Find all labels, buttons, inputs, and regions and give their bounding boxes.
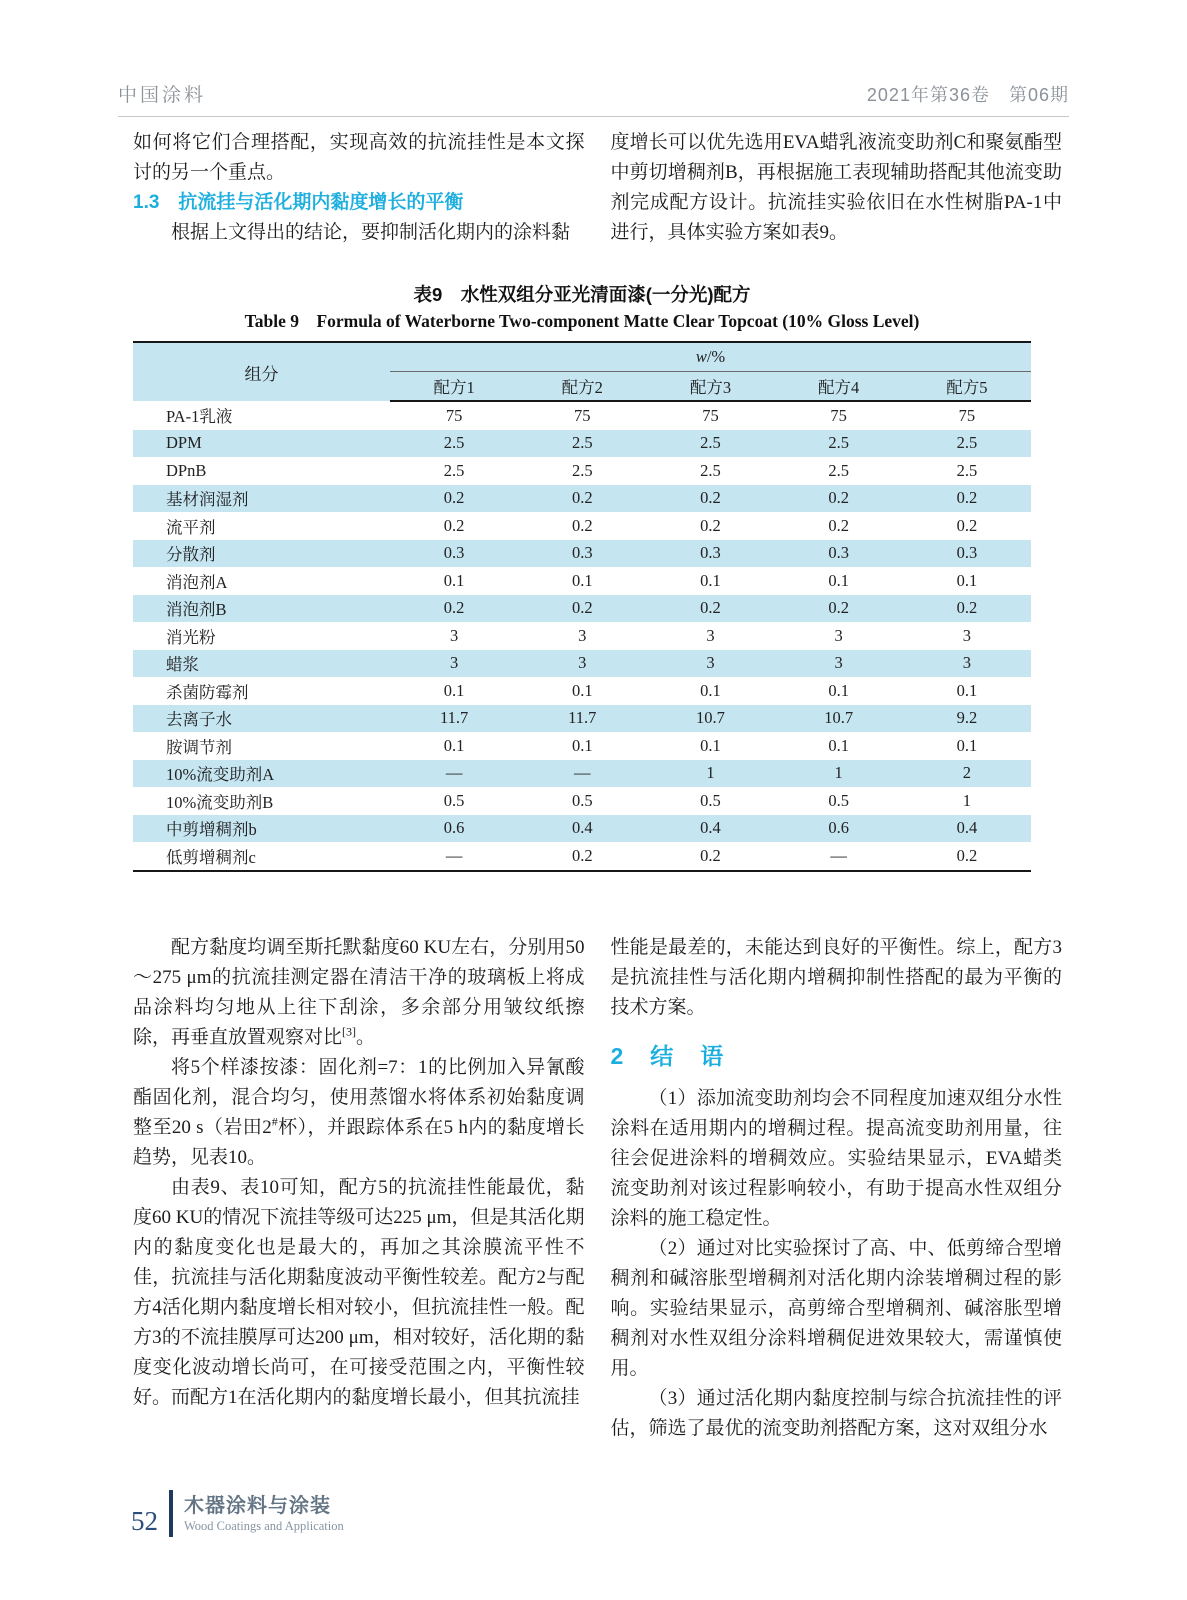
paragraph-text: 配方黏度均调至斯托默黏度60 KU左右，分别用50～275 μm的抗流挂测定器在清洁干净的玻璃板上将成品涂料均匀地从上往下刮涂，多余部分用皱纹纸擦除，再垂直放置观察对比 xyxy=(133,937,585,1048)
formula-value: 75 xyxy=(574,405,591,425)
paragraph: （1）添加流变助剂均会不同程度加速双组分水性涂料在适用期内的增稠过程。提高流变助剂用量，往往会促进涂料的增稠效应。实验结果显示，EVA蜡类流变助剂对该过程影响较小，有助于提高水性双组分涂料的施工稳定性。 xyxy=(610,1088,1062,1229)
formula-column-header: 配方4 xyxy=(775,372,903,402)
formula-value: 0.1 xyxy=(571,735,593,755)
formula-column-header: 配方3 xyxy=(646,372,774,402)
formula-value: 10.7 xyxy=(824,708,854,728)
formula-value: 0.2 xyxy=(443,598,465,618)
page-footer xyxy=(131,1490,344,1537)
formula-value: 0.1 xyxy=(828,680,849,700)
table-row xyxy=(133,760,1031,788)
formula-value: 0.6 xyxy=(828,818,849,838)
component-name: 10%流变助剂B xyxy=(166,792,274,812)
formula-value: — xyxy=(830,845,847,865)
formula-value: 0.3 xyxy=(443,543,465,563)
unit-rest: /% xyxy=(706,347,726,366)
formula-value: 0.6 xyxy=(443,818,465,838)
formula-column-header: 配方5 xyxy=(903,372,1031,402)
formula-value: 0.2 xyxy=(700,488,721,508)
formula-value: 0.1 xyxy=(700,570,721,590)
table-row xyxy=(133,512,1031,540)
formula-value: 0.1 xyxy=(700,735,721,755)
component-name: 消光粉 xyxy=(166,627,216,647)
formula-value: 75 xyxy=(830,405,847,425)
formula-value: 2.5 xyxy=(571,433,593,453)
footer-section-titles xyxy=(184,1494,344,1534)
formula-value: 0.2 xyxy=(828,488,849,508)
paragraph xyxy=(133,933,585,1053)
formula-column-header: 配方2 xyxy=(518,372,646,402)
intro-right-column xyxy=(611,128,1063,248)
formula-value: 0.1 xyxy=(571,570,593,590)
formula-value: 3 xyxy=(706,625,715,645)
formula-value: 0.2 xyxy=(443,488,465,508)
formula-value: 0.1 xyxy=(828,735,849,755)
body-left-column xyxy=(133,933,585,1444)
formula-value: 3 xyxy=(962,653,971,673)
table-header-row xyxy=(133,342,1031,372)
paragraph: 度增长可以优先选用EVA蜡乳液流变助剂C和聚氨酯型中剪切增稠剂B，再根据施工表现辅助搭配其他流变助剂完成配方设计。抗流挂实验依旧在水性树脂PA-1中进行，具体实验方案如表9。 xyxy=(610,132,1062,243)
component-name: 杀菌防霉剂 xyxy=(166,682,249,702)
formula-value: 0.4 xyxy=(571,818,593,838)
formula-value: 0.2 xyxy=(700,845,721,865)
formula-table-body xyxy=(133,401,1031,871)
formula-value: 0.1 xyxy=(443,570,465,590)
running-head xyxy=(118,80,1069,117)
formula-value: 0.1 xyxy=(956,570,978,590)
table-row xyxy=(133,457,1031,485)
formula-value: 1 xyxy=(706,763,715,783)
formula-value: 0.1 xyxy=(443,680,465,700)
component-name: 流平剂 xyxy=(166,517,216,537)
formula-value: 0.3 xyxy=(700,543,721,563)
formula-value: 0.1 xyxy=(956,735,978,755)
formula-value: 75 xyxy=(958,405,976,425)
formula-value: 0.4 xyxy=(956,818,978,838)
unit-variable: w xyxy=(695,347,707,366)
formula-value: 3 xyxy=(578,653,587,673)
table-caption-cn: 表9 水性双组分亚光清面漆(一分光)配方 xyxy=(413,284,751,305)
component-name: 胺调节剂 xyxy=(166,737,232,757)
formula-value: 3 xyxy=(962,625,971,645)
formula-value: 11.7 xyxy=(439,708,469,728)
table-row xyxy=(133,815,1031,843)
table-row xyxy=(133,732,1031,760)
formula-value: 75 xyxy=(445,405,463,425)
paragraph-text: 。 xyxy=(356,1027,376,1048)
formula-value: 0.5 xyxy=(828,790,849,810)
footer-title-cn: 木器涂料与涂装 xyxy=(184,1494,331,1517)
intro-left-column xyxy=(133,128,585,248)
component-column-header: 组分 xyxy=(244,364,279,384)
formula-value: 0.3 xyxy=(956,543,978,563)
table-row xyxy=(133,705,1031,733)
table-caption-en: Table 9 Formula of Waterborne Two-component Matte Clear Topcoat (10% Gloss Level) xyxy=(244,311,920,331)
paragraph: （2）通过对比实验探讨了高、中、低剪缔合型增稠剂和碱溶胀型增稠剂对活化期内涂装增稠过程的影响。实验结果显示，高剪缔合型增稠剂、碱溶胀型增稠剂对水性双组分涂料增稠促进效果较大，需谨慎使用。 xyxy=(610,1238,1062,1379)
page-number: 52 xyxy=(131,1506,158,1536)
formula-value: — xyxy=(445,763,463,783)
formula-value: 3 xyxy=(834,653,843,673)
body-right-column xyxy=(611,933,1063,1444)
formula-value: 3 xyxy=(834,625,843,645)
paragraph: 性能是最差的，未能达到良好的平衡性。综上，配方3是抗流挂性与活化期内增稠抑制性搭配的最为平衡的技术方案。 xyxy=(610,937,1062,1018)
component-name: 中剪增稠剂b xyxy=(166,820,257,840)
formula-column-header: 配方1 xyxy=(390,372,518,402)
footer-divider-bar xyxy=(169,1490,173,1537)
formula-table-head xyxy=(133,342,1031,401)
table-row xyxy=(133,842,1031,871)
formula-value: 2.5 xyxy=(828,460,849,480)
formula-value: — xyxy=(445,845,463,865)
section-heading-1-3: 1.3 抗流挂与活化期内黏度增长的平衡 xyxy=(133,192,464,213)
formula-value: 0.2 xyxy=(956,598,978,618)
paragraph: 根据上文得出的结论，要抑制活化期内的涂料黏 xyxy=(171,222,571,243)
formula-value: 0.1 xyxy=(443,735,465,755)
formula-value: 2.5 xyxy=(956,433,978,453)
table-row xyxy=(133,595,1031,623)
table-row xyxy=(133,650,1031,678)
formula-value: 2.5 xyxy=(828,433,849,453)
component-name: 基材润湿剂 xyxy=(166,490,249,510)
intro-section xyxy=(133,128,1062,248)
formula-value: 0.1 xyxy=(571,680,593,700)
paragraph xyxy=(133,1053,585,1173)
component-name: DPM xyxy=(166,433,202,453)
section-heading-conclusion: 2 结 语 xyxy=(610,1043,726,1069)
formula-value: 0.3 xyxy=(571,543,593,563)
formula-value: 0.4 xyxy=(700,818,721,838)
paragraph: （3）通过活化期内黏度控制与综合抗流挂性的评估，筛选了最优的流变助剂搭配方案，这对双组分水 xyxy=(610,1388,1062,1439)
table-row xyxy=(133,485,1031,513)
formula-value: 2.5 xyxy=(443,460,465,480)
table-9-block xyxy=(133,283,1031,872)
formula-value: 3 xyxy=(449,625,459,645)
formula-value: 0.2 xyxy=(956,515,978,535)
component-name: 消泡剂A xyxy=(166,572,228,592)
paragraph: 如何将它们合理搭配，实现高效的抗流挂性是本文探讨的另一个重点。 xyxy=(133,132,585,183)
table-row xyxy=(133,430,1031,458)
formula-value: 3 xyxy=(449,653,459,673)
formula-value: 10.7 xyxy=(696,708,725,728)
formula-value: 0.2 xyxy=(700,598,721,618)
paragraph-text: 将5个样漆按漆：固化剂=7：1的比例加入异氰酸酯固化剂，混合均匀，使用蒸馏水将体系初始黏度调整至20 s（岩田2 xyxy=(133,1057,585,1138)
component-name: 去离子水 xyxy=(166,710,232,730)
formula-value: 2.5 xyxy=(700,460,721,480)
paragraph: 由表9、表10可知，配方5的抗流挂性能最优，黏度60 KU的情况下流挂等级可达225 μm，但是其活化期内的黏度变化也是最大的，再加之其涂膜流平性不佳，抗流挂与活化期黏度波动平衡性较差。配方2与配方4活化期内黏度增长相对较小，但抗流挂性一般。配方3的不流挂膜厚可达200 μm，相对较好，活化期的黏度变化波动增长尚可，在可接受范围之内，平衡性较好。而配方1在活化期内的黏度增长最小，但其抗流挂 xyxy=(133,1177,585,1408)
formula-value: 0.2 xyxy=(571,845,593,865)
component-name: 低剪增稠剂c xyxy=(166,847,256,867)
table-row xyxy=(133,787,1031,815)
formula-value: 0.2 xyxy=(443,515,465,535)
formula-value: 0.2 xyxy=(571,515,593,535)
component-name: 消泡剂B xyxy=(166,600,227,620)
formula-value: 0.5 xyxy=(700,790,721,810)
formula-value: 3 xyxy=(578,625,587,645)
formula-value: 0.2 xyxy=(700,515,721,535)
formula-value: 2.5 xyxy=(956,460,978,480)
formula-value: 3 xyxy=(706,653,715,673)
formula-value: 0.5 xyxy=(571,790,593,810)
formula-value: 0.2 xyxy=(956,845,978,865)
formula-value: 0.2 xyxy=(828,515,849,535)
component-name: 10%流变助剂A xyxy=(166,765,275,785)
table-row xyxy=(133,401,1031,430)
journal-name: 中国涂料 xyxy=(118,85,207,106)
body-section xyxy=(133,933,1062,1444)
formula-value: 2.5 xyxy=(443,433,465,453)
formula-value: 0.1 xyxy=(956,680,978,700)
hash-superscript: # xyxy=(271,1114,278,1129)
formula-value: 1 xyxy=(962,790,971,810)
citation-3: [3] xyxy=(342,1024,357,1039)
formula-value: 2.5 xyxy=(700,433,721,453)
formula-value: 0.3 xyxy=(828,543,849,563)
issue-info: 2021年第36卷 第06期 xyxy=(866,85,1069,105)
component-name: PA-1乳液 xyxy=(166,407,233,427)
formula-value: 0.1 xyxy=(828,570,849,590)
formula-value: 0.5 xyxy=(443,790,465,810)
formula-value: 2 xyxy=(962,763,971,783)
table-row xyxy=(133,677,1031,705)
formula-value: 0.2 xyxy=(571,488,593,508)
formula-value: 1 xyxy=(834,763,843,783)
formula-table xyxy=(133,341,1031,872)
table-row xyxy=(133,567,1031,595)
formula-value: 0.2 xyxy=(828,598,849,618)
unit-header xyxy=(390,342,1031,372)
formula-value: 9.2 xyxy=(956,708,978,728)
formula-value: — xyxy=(574,763,591,783)
component-name: 蜡浆 xyxy=(166,655,199,675)
formula-value: 0.2 xyxy=(956,488,978,508)
formula-value: 0.1 xyxy=(700,680,721,700)
table-row xyxy=(133,540,1031,568)
footer-title-en: Wood Coatings and Application xyxy=(184,1518,344,1533)
component-name: 分散剂 xyxy=(166,545,216,565)
table-row xyxy=(133,622,1031,650)
formula-value: 0.2 xyxy=(571,598,593,618)
paragraph-text: 杯），并跟踪体系在5 h内的黏度增长趋势，见表10。 xyxy=(133,1117,585,1168)
formula-value: 2.5 xyxy=(571,460,593,480)
component-name: DPnB xyxy=(166,460,207,480)
formula-value: 75 xyxy=(702,405,719,425)
formula-value: 11.7 xyxy=(568,708,597,728)
